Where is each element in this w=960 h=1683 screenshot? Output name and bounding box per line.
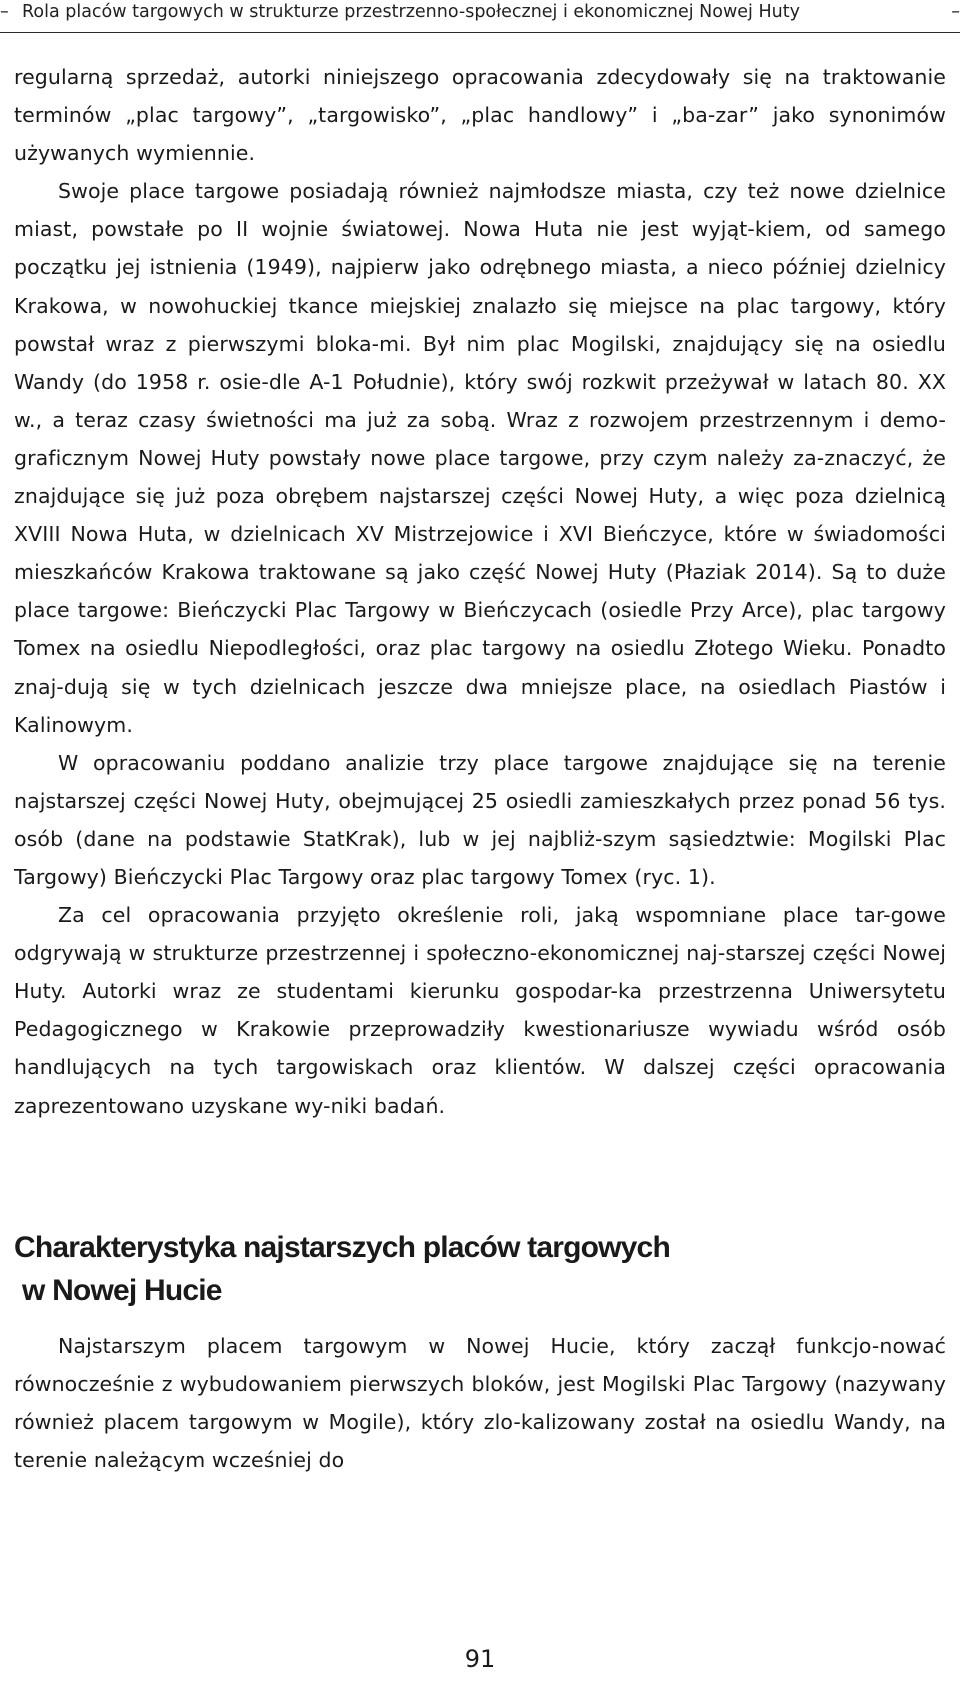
paragraph-analysis-scope: W opracowaniu poddano analizie trzy place targowe znajdujące się na terenie najstarszej części Nowej Huty, obejmującej 25 osiedli zamieszkałych przez ponad 56 tys. osób (dane na podstawie StatKrak), lub w jej najbliż-szym sąsiedztwie: Mogilski Plac Targowy) Bieńczycki Plac Targowy oraz plac targowy Tomex (ryc. 1). xyxy=(14,750,946,889)
paragraph-mogilski-intro: Najstarszym placem targowym w Nowej Hucie, który zaczął funkcjo-nować równocześnie z wybudowaniem pierwszych bloków, jest Mogilski Plac Targowy (nazywany również placem targowym w Mogile), który zlo-kalizowany został na osiedlu Wandy, na terenie należącym wcześniej do xyxy=(14,1334,946,1473)
running-title: Rola placów targowych w strukturze przestrzenno-społecznej i ekonomicznej Nowej Huty xyxy=(22,2,800,22)
header-dash-left: – xyxy=(0,2,9,22)
section-heading xyxy=(14,1226,946,1312)
header-dash-right: – xyxy=(951,2,960,22)
running-header xyxy=(0,0,960,33)
section-heading-line1: Charakterystyka najstarszych placów targowych xyxy=(14,1231,670,1264)
section-text xyxy=(14,1327,946,1479)
paragraph-continuation: regularną sprzedaż, autorki niniejszego opracowania zdecydowały się na traktowanie terminów „plac targowy”, „targowisko”, „plac handlowy” i „ba-zar” jako synonimów używanych wymiennie. xyxy=(14,65,946,166)
paragraph-study-aim: Za cel opracowania przyjęto określenie roli, jaką wspomniane place tar-gowe odgrywają w strukturze przestrzennej i społeczno-ekonomicznej naj-starszej części Nowej Huty. Autorki wraz ze studentami kierunku gospodar-ka przestrzenna Uniwersytetu Pedagogicznego w Krakowie przeprowadziły kwestionariusze wywiadu wśród osób handlujących na tych targowiskach oraz klientów. W dalszej części opracowania zaprezentowano uzyskane wy-niki badań. xyxy=(14,903,946,1118)
page-number: 91 xyxy=(464,1645,496,1673)
section-heading-line2: w Nowej Hucie xyxy=(22,1274,222,1307)
paragraph-market-history: Swoje place targowe posiadają również najmłodsze miasta, czy też nowe dzielnice miast, powstałe po II wojnie światowej. Nowa Huta nie jest wyjąt-kiem, od samego początku jej istnienia (1949), najpierw jako odrębnego miasta, a nieco później dzielnicy Krakowa, w nowohuckiej tkance miejskiej znalazło się miejsce na plac targowy, który powstał wraz z pierwszymi bloka-mi. Był nim plac Mogilski, znajdujący się na osiedlu Wandy (do 1958 r. osie-dle A-1 Południe), który swój rozkwit przeżywał w latach 80. XX w., a teraz czasy świetności ma już za sobą. Wraz z rozwojem przestrzennym i demo-graficznym Nowej Huty powstały nowe place targowe, przy czym należy za-znaczyć, że znajdujące się już poza obrębem najstarszej części Nowej Huty, a więc poza dzielnicą XVIII Nowa Huta, w dzielnicach XV Mistrzejowice i XVI Bieńczyce, które w świadomości mieszkańców Krakowa traktowane są jako część Nowej Huty (Płaziak 2014). Są to duże place targowe: Bieńczycki Plac Targowy w Bieńczycach (osiedle Przy Arce), plac targowy Tomex na osiedlu Niepodległości, oraz plac targowy na osiedlu Złotego Wieku. Ponadto znaj-dują się w tych dzielnicach jeszcze dwa mniejsze place, na osiedlach Piastów i Kalinowym. xyxy=(14,179,946,737)
main-text xyxy=(14,58,946,1125)
